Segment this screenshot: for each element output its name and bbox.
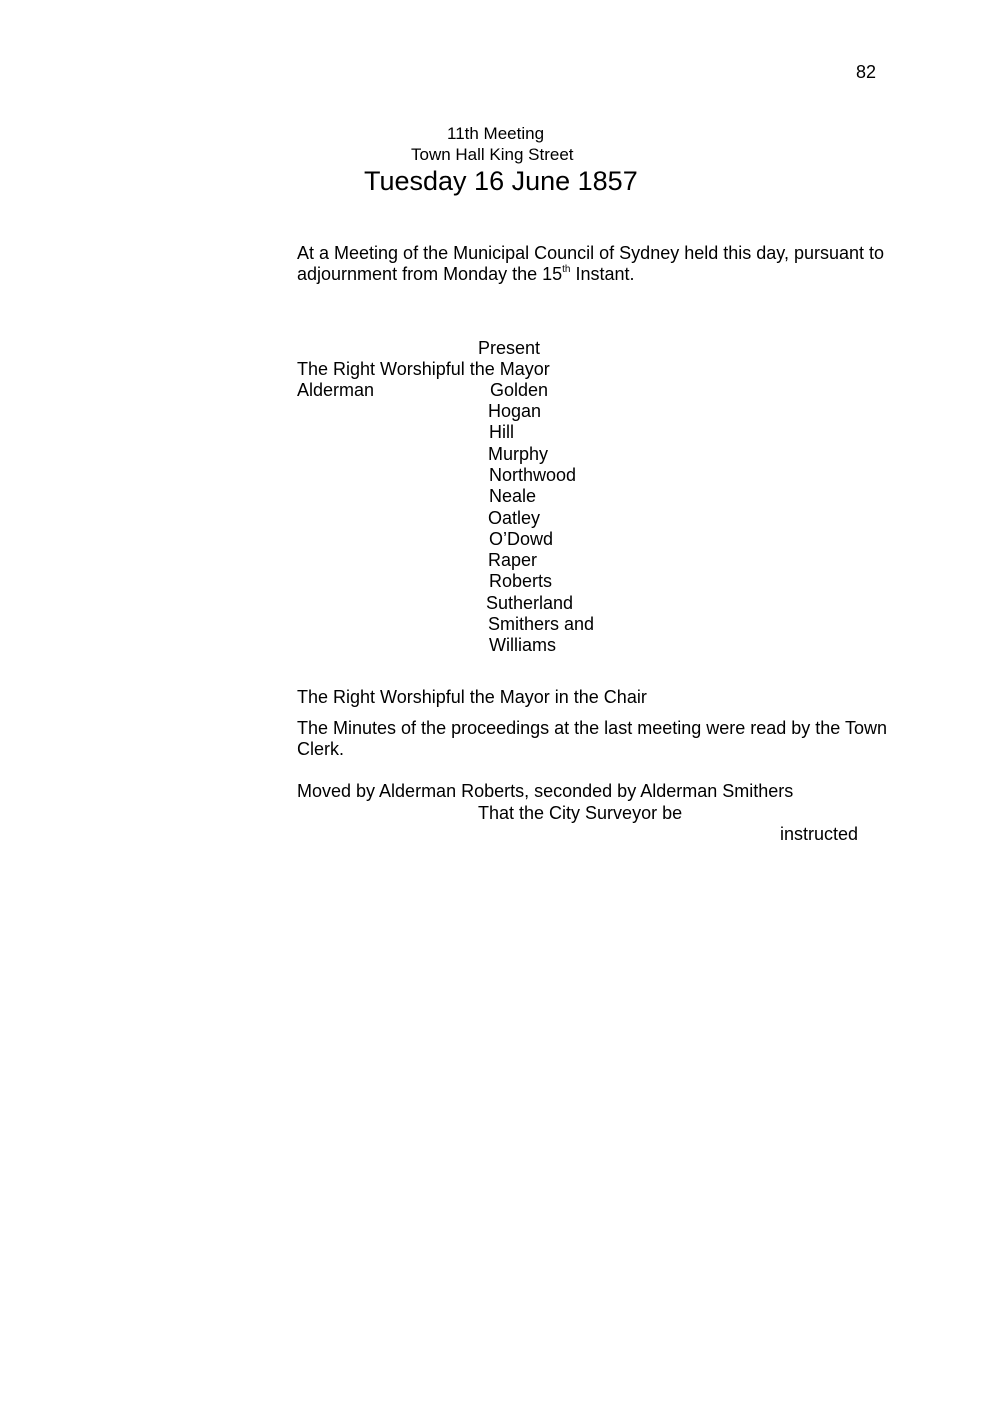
ordinal-suffix: th	[562, 264, 571, 275]
alderman-name: Northwood	[489, 465, 577, 485]
intro-line-2-text: adjournment from Monday the 15	[297, 264, 563, 284]
minutes-line-2: Clerk.	[297, 739, 345, 759]
motion-line-1: Moved by Alderman Roberts, seconded by Alderman Smithers	[297, 781, 794, 801]
meeting-number: 11th Meeting	[447, 124, 545, 143]
alderman-name: Roberts	[489, 571, 553, 591]
chair-line: The Right Worshipful the Mayor in the Chair	[297, 687, 647, 707]
motion-line-2: That the City Surveyor be	[478, 803, 683, 823]
alderman-name: Raper	[488, 550, 538, 570]
alderman-name: Murphy	[488, 444, 549, 464]
alderman-name: Sutherland	[486, 593, 574, 613]
alderman-name: Smithers and	[488, 614, 595, 634]
alderman-name: O’Dowd	[489, 529, 554, 549]
alderman-name: Neale	[489, 486, 537, 506]
present-heading: Present	[478, 338, 541, 358]
alderman-name: Oatley	[488, 508, 541, 528]
alderman-name: Williams	[489, 635, 556, 655]
intro-line-1: At a Meeting of the Municipal Council of Sydney held this day, pursuant to	[297, 243, 885, 263]
catchword: instructed	[780, 824, 859, 844]
intro-line-2-end: Instant.	[570, 264, 635, 284]
alderman-name: Golden	[490, 380, 549, 400]
mayor-line: The Right Worshipful the Mayor	[297, 359, 550, 379]
meeting-date-title: Tuesday 16 June 1857	[364, 166, 638, 196]
alderman-name: Hogan	[488, 401, 542, 421]
alderman-name: Hill	[489, 422, 514, 442]
intro-line-2	[297, 264, 635, 285]
page-number: 82	[856, 62, 877, 82]
minutes-line-1: The Minutes of the proceedings at the last meeting were read by the Town	[297, 718, 888, 738]
meeting-location: Town Hall King Street	[411, 145, 574, 164]
alderman-label: Alderman	[297, 380, 375, 400]
